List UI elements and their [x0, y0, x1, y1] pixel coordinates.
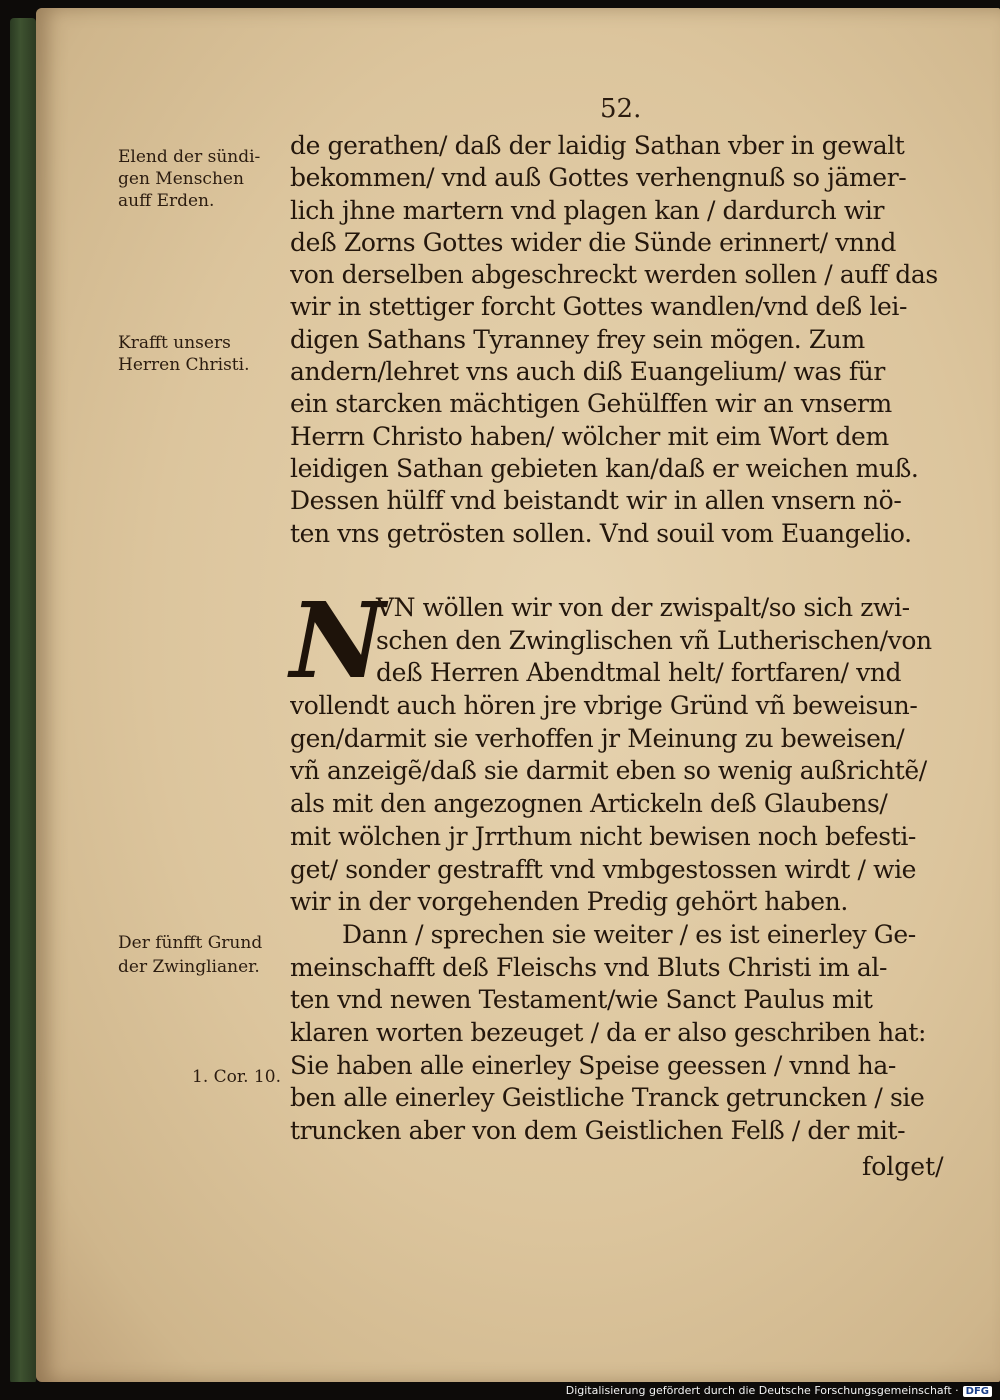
- dfg-logo: DFG: [963, 1386, 992, 1397]
- catchword: folget/: [862, 1152, 944, 1181]
- text-line: von derselben abgeschreckt werden sollen / auff das: [290, 260, 938, 290]
- paragraph-2: [290, 592, 955, 1148]
- text-line: wir in der vorgehenden Predig gehört haben.: [290, 887, 848, 917]
- sidenote-line: der Zwinglianer.: [118, 957, 260, 977]
- text-line: deß Zorns Gottes wider die Sünde erinnert/ vnnd: [290, 227, 896, 257]
- text-line: de gerathen/ daß der laidig Sathan vber in gewalt: [290, 131, 905, 160]
- text-line: ten vns getrösten sollen. Vnd souil vom Euangelio.: [290, 518, 912, 548]
- sidenote-line: gen Menschen: [118, 169, 244, 189]
- text-line: ten vnd newen Testament/wie Sanct Paulus mit: [290, 985, 873, 1015]
- text-line: vollendt auch hören jre vbrige Gründ vñ beweisun-: [290, 691, 918, 721]
- digitization-credit: [566, 1384, 992, 1397]
- text-line: wir in stettiger forcht Gottes wandlen/vnd deß lei-: [290, 292, 908, 322]
- text-line: digen Sathans Tyranney frey sein mögen. Zum: [290, 324, 865, 354]
- sidenote-line: Elend der sündi-: [118, 147, 261, 167]
- text-line: Dann / sprechen sie weiter / es ist einerley Ge-: [342, 919, 916, 949]
- text-line: meinschafft deß Fleischs vnd Bluts Christi im al-: [290, 952, 888, 982]
- text-line: VN wöllen wir von der zwispalt/so sich zwi-: [376, 593, 910, 622]
- page-number: 52.: [600, 94, 642, 124]
- text-line: lich jhne martern vnd plagen kan / dardurch wir: [290, 195, 885, 225]
- text-line: ein starcken mächtigen Gehülffen wir an vnserm: [290, 389, 892, 419]
- sidenote-line: Krafft unsers: [118, 333, 231, 353]
- text-line: schen den Zwinglischen vñ Lutherischen/von: [376, 625, 932, 655]
- text-line: Sie haben alle einerley Speise geessen / vnnd ha-: [290, 1050, 896, 1080]
- book-binding-edge: [10, 18, 36, 1384]
- sidenote-line: 1. Cor. 10.: [192, 1067, 281, 1087]
- credit-text: Digitalisierung gefördert durch die Deutsche Forschungsgemeinschaft ·: [565, 1384, 959, 1397]
- text-line: deß Herren Abendtmal helt/ fortfaren/ vnd: [376, 658, 902, 688]
- decorated-initial-letter: N: [290, 579, 386, 702]
- text-line: vñ anzeigẽ/daß sie darmit eben so wenig außrichtẽ/: [290, 756, 927, 786]
- text-line: andern/lehret vns auch diß Euangelium/ was für: [290, 357, 885, 387]
- text-line: als mit den angezognen Artickeln deß Glaubens/: [290, 789, 888, 819]
- text-line: leidigen Sathan gebieten kan/daß er weichen muß.: [290, 453, 919, 483]
- sidenote-line: auff Erden.: [118, 191, 215, 211]
- text-line: klaren worten bezeuget / da er also geschriben hat:: [290, 1017, 927, 1047]
- text-line: ben alle einerley Geistliche Tranck getruncken / sie: [290, 1083, 925, 1113]
- text-line: get/ sonder gestrafft vnd vmbgestossen wirdt / wie: [290, 854, 917, 884]
- text-line: Herrn Christo haben/ wölcher mit eim Wort dem: [290, 421, 889, 451]
- text-line: bekommen/ vnd auß Gottes verhengnuß so jämer-: [290, 163, 907, 193]
- sidenote-line: Der fünfft Grund: [118, 933, 263, 953]
- text-line: gen/darmit sie verhoffen jr Meinung zu beweisen/: [290, 723, 905, 753]
- text-line: truncken aber von dem Geistlichen Felß / der mit-: [290, 1116, 906, 1145]
- text-line: Dessen hülff vnd beistandt wir in allen vnsern nö-: [290, 486, 902, 516]
- sidenote-line: Herren Christi.: [118, 355, 250, 375]
- text-line: mit wölchen jr Jrrthum nicht bewisen noch befesti-: [290, 821, 916, 851]
- paragraph-1: [290, 130, 955, 550]
